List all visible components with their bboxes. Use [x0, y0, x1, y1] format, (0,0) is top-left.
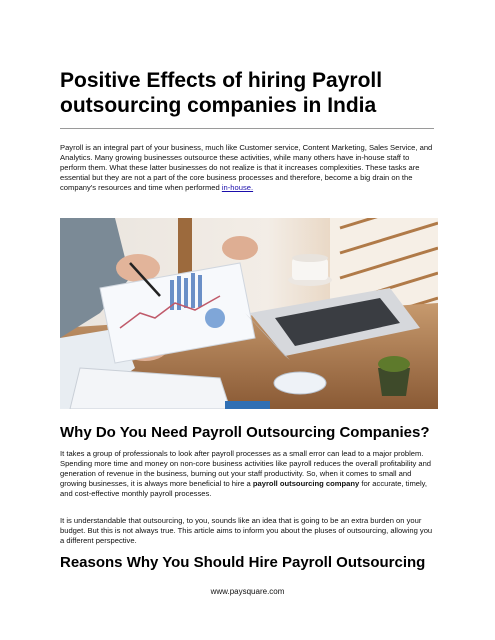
- in-house-link[interactable]: in-house.: [221, 183, 254, 192]
- section1-paragraph: [60, 449, 436, 499]
- intro-text: Payroll is an integral part of your business, much like Customer service, Content Marketing, Sales Service, and Analytics. Many growing businesses outsource these activities, while many others have in-house staff to perform them. What these latter businesses do not realize is that it increases complexities. These tasks are essential but they are not a part of the core business processes and therefore, become a big drain on the company's resources and time when performed: [60, 143, 433, 192]
- section1-paragraph-2: It is understandable that outsourcing, to you, sounds like an idea that is going to be an extra burden on your budget. But this is not always true. This article aims to inform you about the pluses of outsourcing, allowing you a different perspective.: [60, 516, 433, 545]
- article-photo: [60, 218, 438, 409]
- section1-bold-text: payroll outsourcing company: [252, 479, 360, 488]
- article-title: Positive Effects of hiring Payroll outsourcing companies in India: [60, 69, 383, 117]
- section1-text-after: for accurate, timely, and cost-effective monthly payroll processes.: [60, 479, 428, 498]
- title-divider: [60, 128, 434, 129]
- section-heading-why: Why Do You Need Payroll Outsourcing Companies?: [60, 424, 430, 441]
- section-heading-reasons: Reasons Why You Should Hire Payroll Outsourcing: [60, 554, 426, 571]
- footer-url: www.paysquare.com: [210, 587, 285, 596]
- intro-paragraph: [60, 143, 436, 193]
- section1-text-before: It takes a group of professionals to look after payroll processes as a small error can lead to a major problem. Spending more time and money on non-core business activities like payroll reduces the overall profitability and generation of revenue in the business, burning out your staff productivity. So, when it comes to small and growing businesses, it is always more beneficial to hire a: [60, 449, 432, 488]
